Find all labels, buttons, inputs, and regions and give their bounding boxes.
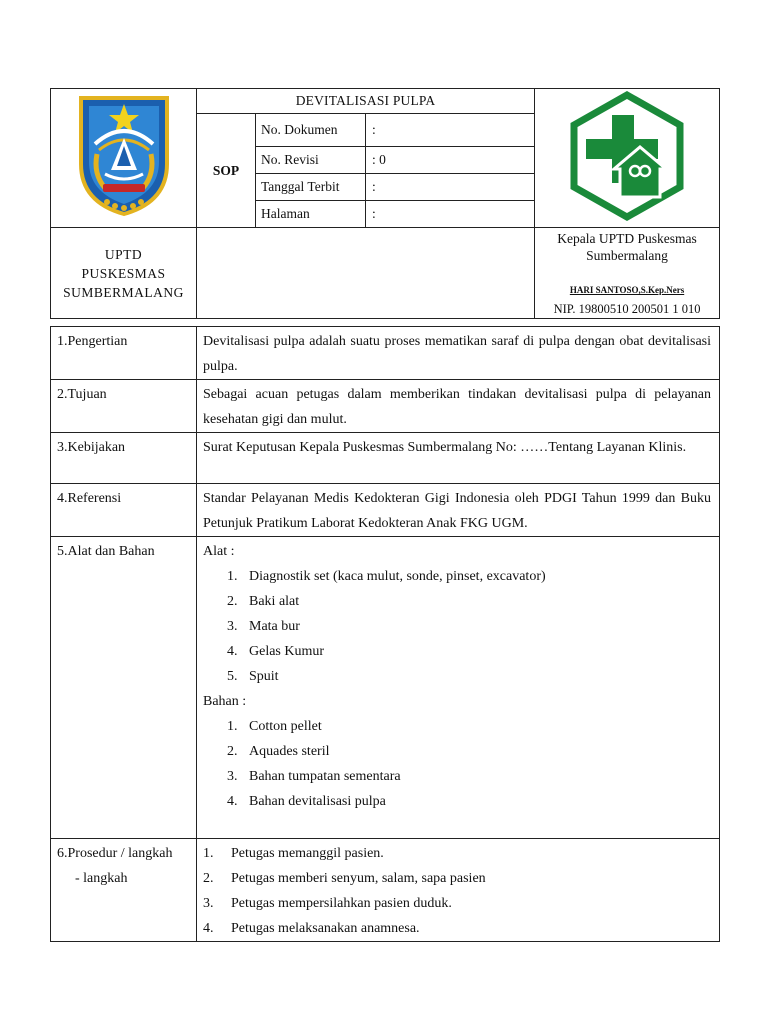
section-text-pengertian: Devitalisasi pulpa adalah suatu proses mematikan saraf di pulpa dengan obat devitalisasi pulpa. xyxy=(197,327,720,380)
organization-name xyxy=(51,228,197,319)
list-item: 1. Cotton pellet xyxy=(227,719,322,734)
meta-value-halaman: : xyxy=(366,201,535,228)
list-item: 2. Aquades steril xyxy=(227,744,330,759)
org-line-2: PUSKESMAS xyxy=(81,265,166,281)
list-item: 3. Petugas mempersilahkan pasien duduk. xyxy=(203,896,452,911)
approver-position-2: Sumbermalang xyxy=(586,248,668,263)
list-item: 1. Diagnostik set (kaca mulut, sonde, pinset, excavator) xyxy=(227,569,546,584)
document-title: DEVITALISASI PULPA xyxy=(197,89,535,114)
section-content-prosedur xyxy=(197,839,720,942)
list-item: 4. Bahan devitalisasi pulpa xyxy=(227,794,386,809)
list-item: 2. Baki alat xyxy=(227,594,300,609)
table-row xyxy=(51,484,720,537)
puskesmas-logo-cell xyxy=(535,89,720,228)
bahan-heading: Bahan : xyxy=(203,694,247,709)
meta-label-halaman: Halaman xyxy=(256,201,366,228)
approver-block xyxy=(535,228,720,319)
section-label-tujuan: 2.Tujuan xyxy=(51,380,197,433)
section-label-kebijakan: 3.Kebijakan xyxy=(51,433,197,484)
prosedur-steps-list xyxy=(203,841,711,941)
section-label-prosedur: 6.Prosedur / langkah - langkah xyxy=(51,839,197,942)
section-label-alat-bahan: 5.Alat dan Bahan xyxy=(51,537,197,839)
table-row xyxy=(51,537,720,839)
org-line-1: UPTD xyxy=(104,246,143,262)
approver-nip: NIP. 19800510 200501 1 010 xyxy=(553,302,701,316)
table-row xyxy=(51,433,720,484)
list-item: 3. Bahan tumpatan sementara xyxy=(227,769,401,784)
meta-value-no-dokumen: : xyxy=(366,114,535,147)
sop-label: SOP xyxy=(197,114,256,228)
org-line-3: SUMBERMALANG xyxy=(63,284,184,300)
table-row xyxy=(51,839,720,942)
approver-position-1: Kepala UPTD Puskesmas xyxy=(557,231,697,246)
list-item: 5. Spuit xyxy=(227,669,279,684)
section-text-kebijakan: Surat Keputusan Kepala Puskesmas Sumbermalang No: ……Tentang Layanan Klinis. xyxy=(197,433,720,484)
section-text-tujuan: Sebagai acuan petugas dalam memberikan tindakan devitalisasi pulpa di pelayanan kesehatan gigi dan mulut. xyxy=(197,380,720,433)
list-item: 3. Mata bur xyxy=(227,619,300,634)
meta-value-no-revisi: : 0 xyxy=(366,147,535,174)
alat-list xyxy=(203,564,711,689)
meta-label-tanggal-terbit: Tanggal Terbit xyxy=(256,174,366,201)
meta-value-tanggal-terbit: : xyxy=(366,174,535,201)
puskesmas-logo-icon xyxy=(562,91,692,221)
section-label-referensi: 4.Referensi xyxy=(51,484,197,537)
list-item: 4. Petugas melaksanakan anamnesa. xyxy=(203,921,420,936)
table-row xyxy=(51,380,720,433)
list-item: 4. Gelas Kumur xyxy=(227,644,325,659)
list-item: 2. Petugas memberi senyum, salam, sapa pasien xyxy=(203,871,486,886)
alat-heading: Alat : xyxy=(203,544,235,559)
section-label-pengertian: 1.Pengertian xyxy=(51,327,197,380)
regency-emblem-icon xyxy=(75,94,173,218)
table-row xyxy=(51,327,720,380)
section-text-referensi: Standar Pelayanan Medis Kedokteran Gigi Indonesia oleh PDGI Tahun 1999 dan Buku Petunjuk Pratikum Laborat Kedokteran Anak FKG UGM. xyxy=(197,484,720,537)
regency-emblem-cell xyxy=(51,89,197,228)
list-item: 1. Petugas memanggil pasien. xyxy=(203,846,384,861)
sop-content-table xyxy=(50,326,720,942)
empty-middle-cell xyxy=(197,228,535,319)
section-content-alat-bahan xyxy=(197,537,720,839)
approver-name: HARI SANTOSO,S.Kep.Ners xyxy=(569,285,685,295)
sop-header-table xyxy=(50,88,720,319)
bahan-list xyxy=(203,714,711,814)
meta-label-no-dokumen: No. Dokumen xyxy=(256,114,366,147)
meta-label-no-revisi: No. Revisi xyxy=(256,147,366,174)
